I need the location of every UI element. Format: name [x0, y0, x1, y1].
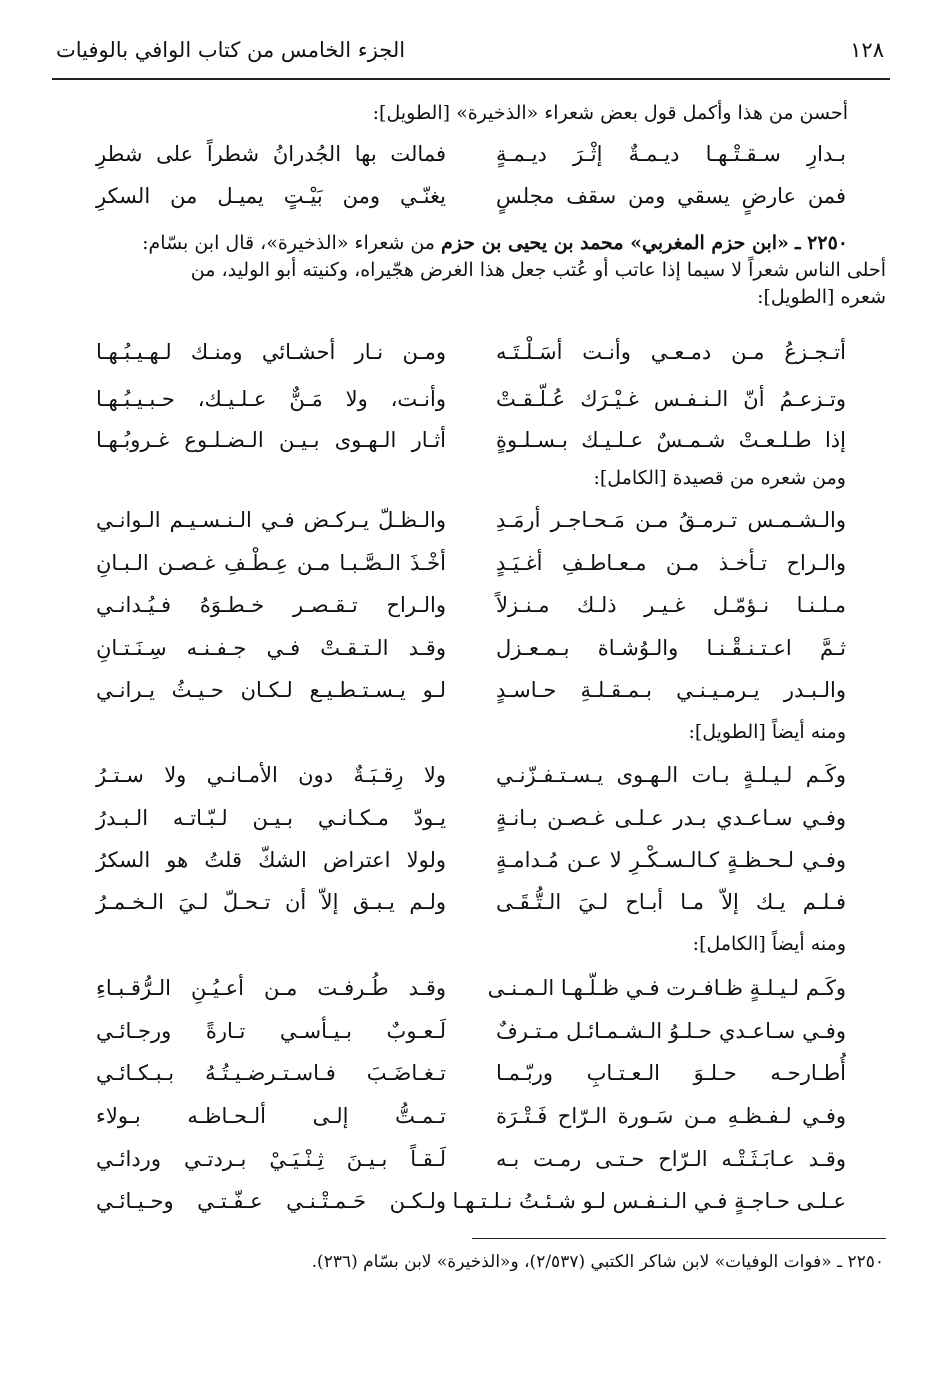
entry-heading: [56, 230, 886, 257]
meter-label: ومن شعره من قصيدة [الكامل]:: [593, 467, 846, 489]
verse-hemistich-second: لَـقـاً بـيـنَ ثِـنْـيَـيْ بـردتـي وردائـي: [96, 1147, 446, 1171]
verse-line: [96, 420, 846, 460]
verse-hemistich-second: ولا رِقـبَـةٌ دون الأمـانـي ولا سـتـرُ: [96, 763, 446, 787]
verse-hemistich-first: وكَـم لـيـلـةٍ بـات الـهـوى يـسـتـفـزّنـي: [496, 763, 846, 787]
verse-hemistich-second: يـودّ مـكـانـي بـيـن لـبّـاتـه الـبـدرُ: [96, 806, 446, 830]
verse-hemistich-first: فمن عارضٍ يسقي ومن سقف مجلسٍ: [496, 184, 846, 208]
verse-hemistich-second: ولولا اعتراض الشكّ قلتُ هو السكرُ: [96, 848, 446, 872]
verse-hemistich-second: والـراح تـقـصـر خـطـوَهُ فـيُـدانـي: [96, 593, 446, 617]
verse-hemistich-second: لـو يـسـتـطـيـع لـكـان حـيـثُ يـرانـي: [96, 678, 446, 702]
verse-line: [96, 1053, 846, 1093]
meter-label: ومنه أيضاً [الكامل]:: [692, 933, 846, 955]
verse-line: [96, 1139, 846, 1179]
footnote: ٢٢٥٠ ـ «فوات الوفيات» لابن شاكر الكتبي (٢/٥٣٧)، و«الذخيرة» لابن بسّام (٢٣٦).: [311, 1252, 884, 1272]
verse-line: [96, 1096, 846, 1136]
verse-hemistich-second: ولـم يـبـق إلاّ أن تـحـلّ لـيَ الـخـمـرُ: [96, 890, 446, 914]
verse-line: [96, 585, 846, 625]
entry-body-line: شعره [الطويل]:: [757, 286, 886, 308]
verse-hemistich-second: وأنـت، ولا مَـنٌّ عـلـيـك، حـبـيـبُـهـا: [96, 387, 446, 411]
verse-hemistich-second: تـغـاضَـبَ فـاسـتـرضـيـتُـهُ بـبـكـائـي: [96, 1061, 446, 1085]
verse-hemistich-first: وتـزعـمُ أنّ الـنـفـس غـيْـرَك عُـلّـقـتْ: [496, 387, 846, 411]
header-divider: [52, 78, 890, 80]
verse-hemistich-first: ثـمَّ اعـتـنـقْـنـا والـوُشـاة بـمـعـزل: [496, 636, 846, 660]
intro-line: أحسن من هذا وأكمل قول بعض شعراء «الذخيرة» [الطويل]:: [372, 102, 848, 124]
verse-line: [96, 840, 846, 880]
verse-line: [96, 798, 846, 838]
verse-line: [96, 1011, 846, 1051]
verse-line: [96, 1181, 846, 1221]
verse-hemistich-second: لَـعـوبٌ بـيـأسـي تـارةً ورجـائـي: [96, 1019, 446, 1043]
verse-hemistich-first: وقـد عـابَـثَـتْـه الـرّاح حـتـى رمـت بـه: [496, 1147, 846, 1171]
verse-line: [96, 670, 846, 710]
verse-hemistich-first: عـلـى حـاجـةٍ فـي الـنـفـس لـو شـئـتُ نـلـتـهـا: [452, 1189, 846, 1213]
verse-hemistich-first: بـدارِ سـقـتْـهـا ديـمـةٌ إثْـرَ ديـمـةٍ: [496, 142, 846, 166]
verse-line: [96, 379, 846, 419]
verse-hemistich-first: إذا طـلـعـتْ شـمـسٌ عـلـيـك بـسـلـوةٍ: [496, 428, 846, 452]
entry-body-line: أحلى الناس شعراً لا سيما إذا عاتب أو عُتب جعل هذا الغرض هجّيراه، وكنيته أبو الوليد، من: [190, 259, 886, 281]
verse-hemistich-first: وفـي لـفـظـهِ مـن سَـورة الـرّاح فَـتْـرَة: [496, 1104, 846, 1128]
verse-hemistich-first: فـلـم يـك إلاّ مـا أبـاح لـيَ الـتُّـقَـى: [496, 890, 846, 914]
verse-hemistich-second: يغنّـي ومن بَيْـتٍ يميـل من السكرِ: [96, 184, 446, 208]
verse-hemistich-first: مـلـنـا نـؤمّـل غـيـر ذلـك مـنـزلاً: [496, 593, 846, 617]
verse-line: [96, 176, 846, 216]
verse-line: [96, 543, 846, 583]
verse-hemistich-first: وفـي سـاعـدي حـلـوُ الـشـمـائـل مـتـرفٌ: [496, 1019, 846, 1043]
verse-hemistich-first: أتـجـزعُ مـن دمـعـي وأنـت أسَـلْـتَـه: [496, 340, 846, 364]
running-title: الجزء الخامس من كتاب الوافي بالوفيات: [56, 38, 406, 62]
verse-line: [96, 628, 846, 668]
verse-hemistich-second: ومـن نـار أحشـائي ومنـك لـهـيـبُـهـا: [96, 340, 446, 364]
verse-hemistich-first: وفـي لـحـظـةٍ كـالـسـكْـرِ لا عـن مُـدامـةٍ: [496, 848, 846, 872]
verse-hemistich-first: وفـي سـاعـدي بـدر عـلـى غـصـن بـانـةٍ: [496, 806, 846, 830]
verse-hemistich-second: ولـكـن حَـمـتْـنـي عـفّـتـي وحـيـائـي: [96, 1189, 446, 1213]
verse-hemistich-first: والـراح تـأخـذ مـن مـعـاطـفِ أغـيَـدٍ: [496, 551, 846, 575]
entry-paragraph: [56, 230, 886, 311]
entry-heading-rest: من شعراء «الذخيرة»، قال ابن بسّام:: [142, 232, 435, 254]
entry-title: «ابن حزم المغربي» محمد بن يحيى بن حزم: [441, 232, 789, 254]
page-header: [56, 30, 884, 70]
meter-label: ومنه أيضاً [الطويل]:: [688, 721, 846, 743]
verse-hemistich-first: وكَـم لـيـلـةٍ ظـافـرت فـي ظـلّـهـا الـمـنـى: [487, 976, 846, 1000]
verse-hemistich-first: أُطـارحـه حـلـوَ الـعـتـابِ وربّـمـا: [496, 1061, 846, 1085]
verse-hemistich-second: وقـد الـتـقـتْ فـي جـفـنـه سِـنَـتـانِ: [96, 636, 446, 660]
page-number: ١٢٨: [850, 38, 884, 62]
footnote-divider: [472, 1238, 886, 1239]
verse-hemistich-second: فمالت بها الجُدرانُ شطراً على شطرِ: [96, 142, 446, 166]
entry-number: ٢٢٥٠ ـ: [794, 232, 848, 254]
verse-line: [96, 500, 846, 540]
verse-hemistich-second: تـمـتُّ إلـى ألـحـاظـه بـولاء: [96, 1104, 446, 1128]
verse-hemistich-second: أخْـذَ الـصَّـبـا مـن عِـطْـفِ غـصـن الـبـانِ: [96, 551, 446, 575]
verse-hemistich-first: والـبـدر يـرمـيـنـي بـمـقـلـةِ حـاسـدٍ: [496, 678, 846, 702]
verse-line: [96, 134, 846, 174]
verse-line: [96, 882, 846, 922]
verse-hemistich-second: والـظـلّ يـركـض فـي الـنـسـيـم الـوانـي: [96, 508, 446, 532]
verse-line: [96, 968, 846, 1008]
verse-line: [96, 755, 846, 795]
verse-hemistich-second: وقـد طُـرفـت مـن أعـيُـنِ الـرُّقـبـاءِ: [96, 976, 446, 1000]
verse-hemistich-first: والـشـمـس تـرمـقُ مـن مَـحـاجـر أرمَـدِ: [496, 508, 846, 532]
verse-hemistich-second: أثـار الـهـوى بـيـن الـضـلـوع غـروبُـهـا: [96, 428, 446, 452]
verse-line: [96, 332, 846, 372]
